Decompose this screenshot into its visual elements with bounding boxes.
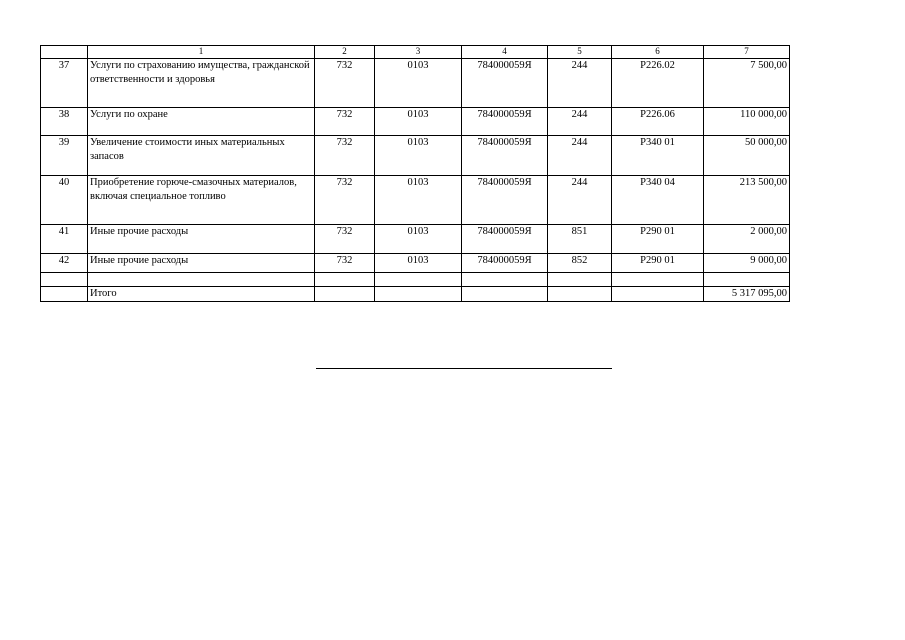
code-cell-2: 732 xyxy=(315,176,375,225)
code-cell-5: 244 xyxy=(548,108,612,136)
table-row xyxy=(41,136,790,176)
header-cell-2: 2 xyxy=(315,46,375,59)
code-cell-2: 732 xyxy=(315,108,375,136)
code-cell-4: 784000059Я xyxy=(462,176,548,225)
row-number: 42 xyxy=(41,254,88,273)
budget-table xyxy=(40,45,790,302)
expense-name: Услуги по страхованию имущества, гражданской ответственности и здоровья xyxy=(88,59,315,108)
row-number: 40 xyxy=(41,176,88,225)
empty-row xyxy=(41,273,790,287)
code-cell-3: 0103 xyxy=(375,225,462,254)
empty-cell xyxy=(462,287,548,302)
header-cell-6: 6 xyxy=(612,46,704,59)
code-cell-4: 784000059Я xyxy=(462,254,548,273)
code-cell-2: 732 xyxy=(315,59,375,108)
code-cell-5: 244 xyxy=(548,136,612,176)
table-row xyxy=(41,176,790,225)
row-number: 37 xyxy=(41,59,88,108)
table-row xyxy=(41,108,790,136)
row-number: 39 xyxy=(41,136,88,176)
header-cell-4: 4 xyxy=(462,46,548,59)
end-divider-line xyxy=(316,368,612,369)
code-cell-3: 0103 xyxy=(375,254,462,273)
empty-cell xyxy=(612,273,704,287)
empty-cell xyxy=(315,273,375,287)
code-cell-6: Р290 01 xyxy=(612,225,704,254)
code-cell-6: Р340 01 xyxy=(612,136,704,176)
code-cell-2: 732 xyxy=(315,136,375,176)
amount-cell: 2 000,00 xyxy=(704,225,790,254)
amount-cell: 213 500,00 xyxy=(704,176,790,225)
total-label: Итого xyxy=(88,287,315,302)
expense-name: Иные прочие расходы xyxy=(88,254,315,273)
header-cell-5: 5 xyxy=(548,46,612,59)
table-row xyxy=(41,225,790,254)
code-cell-2: 732 xyxy=(315,225,375,254)
expense-name: Услуги по охране xyxy=(88,108,315,136)
empty-cell xyxy=(41,287,88,302)
code-cell-6: Р226.06 xyxy=(612,108,704,136)
empty-cell xyxy=(88,273,315,287)
code-cell-6: Р226.02 xyxy=(612,59,704,108)
expense-name: Увеличение стоимости иных материальных запасов xyxy=(88,136,315,176)
empty-cell xyxy=(548,273,612,287)
empty-cell xyxy=(315,287,375,302)
amount-cell: 110 000,00 xyxy=(704,108,790,136)
code-cell-6: Р340 04 xyxy=(612,176,704,225)
code-cell-3: 0103 xyxy=(375,176,462,225)
table-row xyxy=(41,254,790,273)
empty-cell xyxy=(548,287,612,302)
header-cell-1: 1 xyxy=(88,46,315,59)
row-number: 38 xyxy=(41,108,88,136)
expense-name: Иные прочие расходы xyxy=(88,225,315,254)
code-cell-2: 732 xyxy=(315,254,375,273)
code-cell-4: 784000059Я xyxy=(462,59,548,108)
code-cell-5: 852 xyxy=(548,254,612,273)
empty-cell xyxy=(462,273,548,287)
code-cell-3: 0103 xyxy=(375,136,462,176)
code-cell-4: 784000059Я xyxy=(462,136,548,176)
amount-cell: 9 000,00 xyxy=(704,254,790,273)
amount-cell: 50 000,00 xyxy=(704,136,790,176)
table-row xyxy=(41,59,790,108)
code-cell-5: 244 xyxy=(548,59,612,108)
amount-cell: 7 500,00 xyxy=(704,59,790,108)
code-cell-3: 0103 xyxy=(375,59,462,108)
table-header-row xyxy=(41,46,790,59)
expense-name: Приобретение горюче-смазочных материалов, включая специальное топливо xyxy=(88,176,315,225)
empty-cell xyxy=(375,273,462,287)
code-cell-3: 0103 xyxy=(375,108,462,136)
header-cell-3: 3 xyxy=(375,46,462,59)
empty-cell xyxy=(41,273,88,287)
empty-cell xyxy=(704,273,790,287)
total-amount: 5 317 095,00 xyxy=(704,287,790,302)
total-row xyxy=(41,287,790,302)
code-cell-4: 784000059Я xyxy=(462,225,548,254)
code-cell-5: 244 xyxy=(548,176,612,225)
code-cell-6: Р290 01 xyxy=(612,254,704,273)
row-number: 41 xyxy=(41,225,88,254)
code-cell-4: 784000059Я xyxy=(462,108,548,136)
header-cell-index xyxy=(41,46,88,59)
header-cell-7: 7 xyxy=(704,46,790,59)
empty-cell xyxy=(375,287,462,302)
empty-cell xyxy=(612,287,704,302)
code-cell-5: 851 xyxy=(548,225,612,254)
